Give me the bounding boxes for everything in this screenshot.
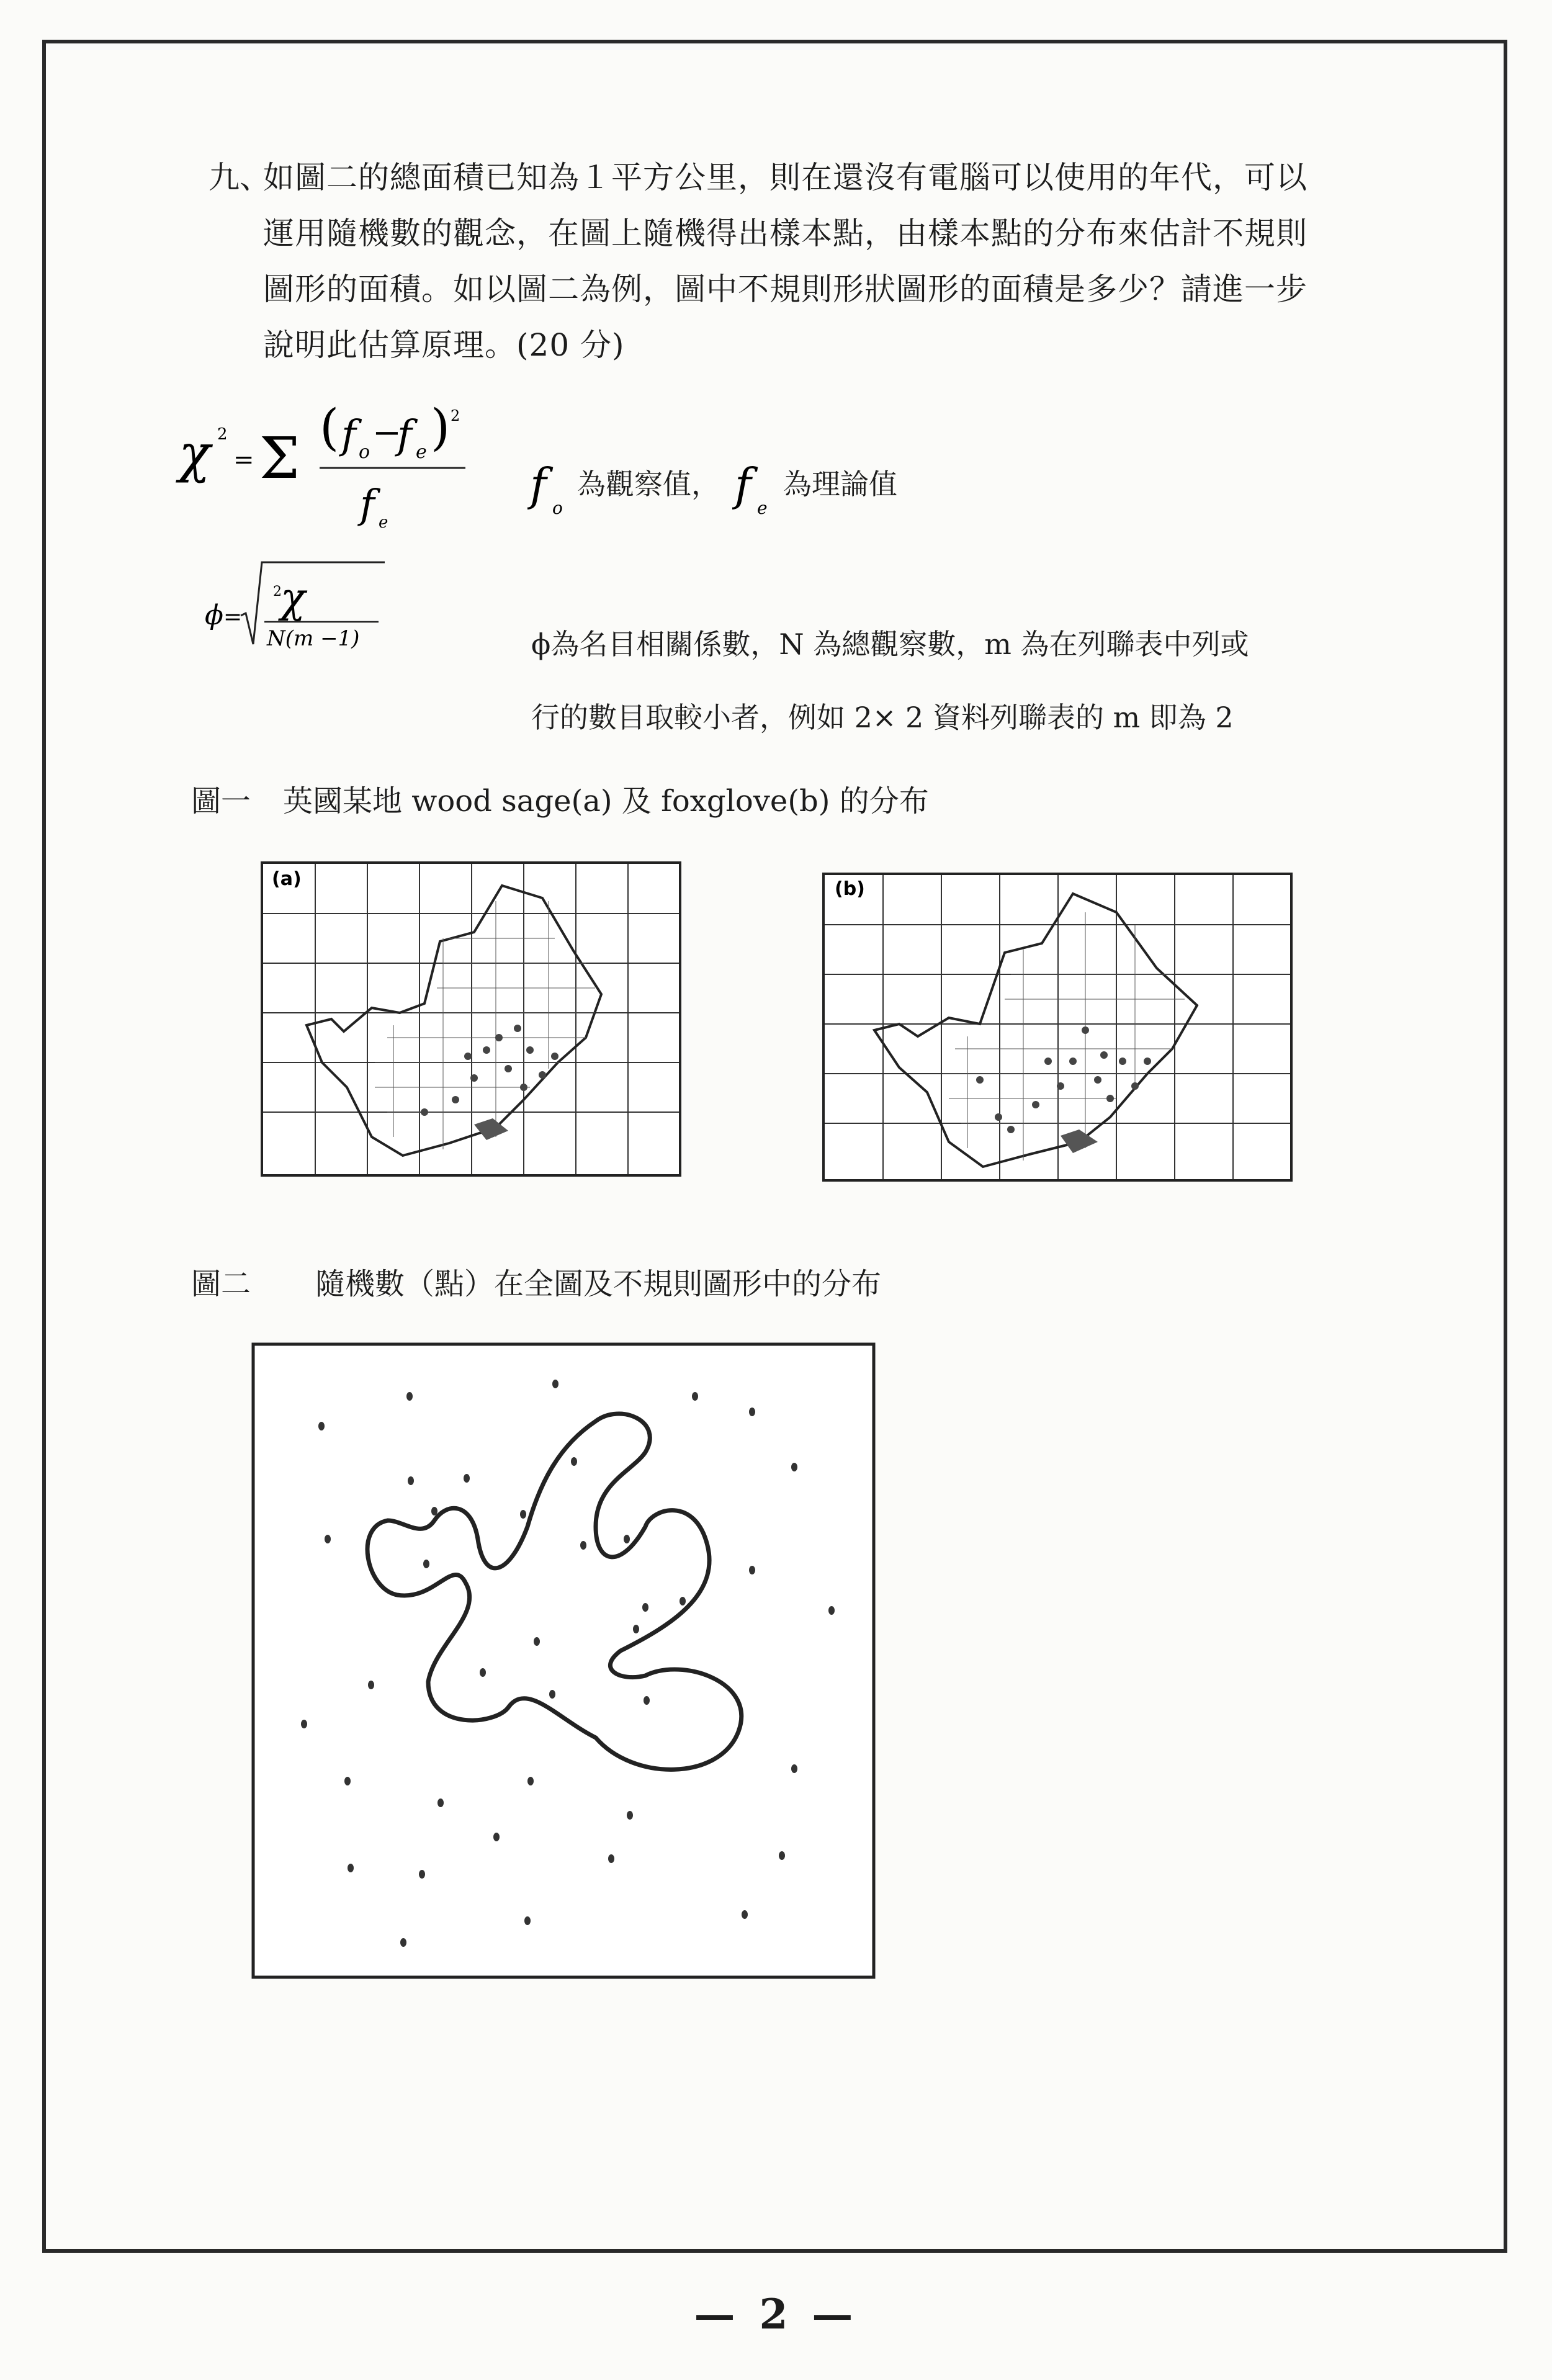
svg-text:2: 2 <box>451 407 460 424</box>
svg-text:f: f <box>530 459 547 511</box>
svg-text:ϕ: ϕ <box>205 599 223 631</box>
figure1-label: 圖一 <box>191 784 251 819</box>
figure2-label: 圖二 <box>191 1267 251 1301</box>
svg-text:e: e <box>757 498 768 518</box>
fo-note: 為觀察值， <box>577 467 720 501</box>
svg-text:f: f <box>397 412 412 458</box>
svg-text:2: 2 <box>273 584 282 599</box>
figure2-caption: 隨機數（點）在全圖及不規則圖形中的分布 <box>315 1267 882 1301</box>
fe-note: 為理論值 <box>783 467 897 501</box>
fe-symbol <box>732 447 782 521</box>
map-b-label: (b) <box>835 878 865 900</box>
chi-square-formula <box>174 385 484 534</box>
svg-text:χ: χ <box>280 574 305 622</box>
svg-text:Σ: Σ <box>259 425 300 492</box>
svg-text:χ: χ <box>179 423 210 484</box>
figure1-map-b <box>822 873 1293 1182</box>
question-number: 九、 <box>209 159 271 195</box>
svg-text:(: ( <box>320 398 339 456</box>
svg-text:=: = <box>223 604 243 630</box>
question-line-2: 運用隨機數的觀念，在圖上隨機得出樣本點，由樣本點的分布來估計不規則 <box>263 215 1308 251</box>
svg-text:−: − <box>372 413 401 453</box>
svg-text:N(m −1): N(m −1) <box>267 626 360 651</box>
question-line-3: 圖形的面積。如以圖二為例，圖中不規則形狀圖形的面積是多少？請進一步 <box>263 271 1308 307</box>
svg-text:o: o <box>552 498 563 518</box>
svg-text:f: f <box>360 482 375 528</box>
phi-formula <box>205 552 391 664</box>
map-b-drawing <box>825 875 1290 1179</box>
fo-symbol <box>527 447 577 521</box>
svg-text:e: e <box>416 441 427 463</box>
svg-text:): ) <box>431 398 451 456</box>
svg-text:2: 2 <box>217 425 228 444</box>
svg-text:f: f <box>735 459 751 511</box>
svg-text:e: e <box>379 513 388 532</box>
phi-note-line-1: ϕ為名目相關係數，N 為總觀察數，m 為在列聯表中列或 <box>531 627 1249 661</box>
question-line-1: 如圖二的總面積已知為１平方公里，則在還沒有電腦可以使用的年代，可以 <box>263 159 1308 195</box>
map-a-drawing <box>263 864 679 1174</box>
svg-text:f: f <box>341 412 356 458</box>
svg-text:=: = <box>233 446 254 474</box>
figure1-map-a <box>261 861 681 1177</box>
map-a-label: (a) <box>272 868 302 890</box>
figure2-frame <box>253 1344 874 1977</box>
page-number: — 2 — <box>694 2290 858 2338</box>
figure2-random-points <box>248 1334 881 1986</box>
question-line-4: 說明此估算原理。(20 分) <box>263 327 625 363</box>
phi-note-line-2: 行的數目取較小者，例如 2× 2 資料列聯表的 m 即為 2 <box>531 701 1234 734</box>
svg-text:o: o <box>359 441 370 463</box>
figure1-caption: 英國某地 wood sage(a) 及 foxglove(b) 的分布 <box>283 784 929 819</box>
